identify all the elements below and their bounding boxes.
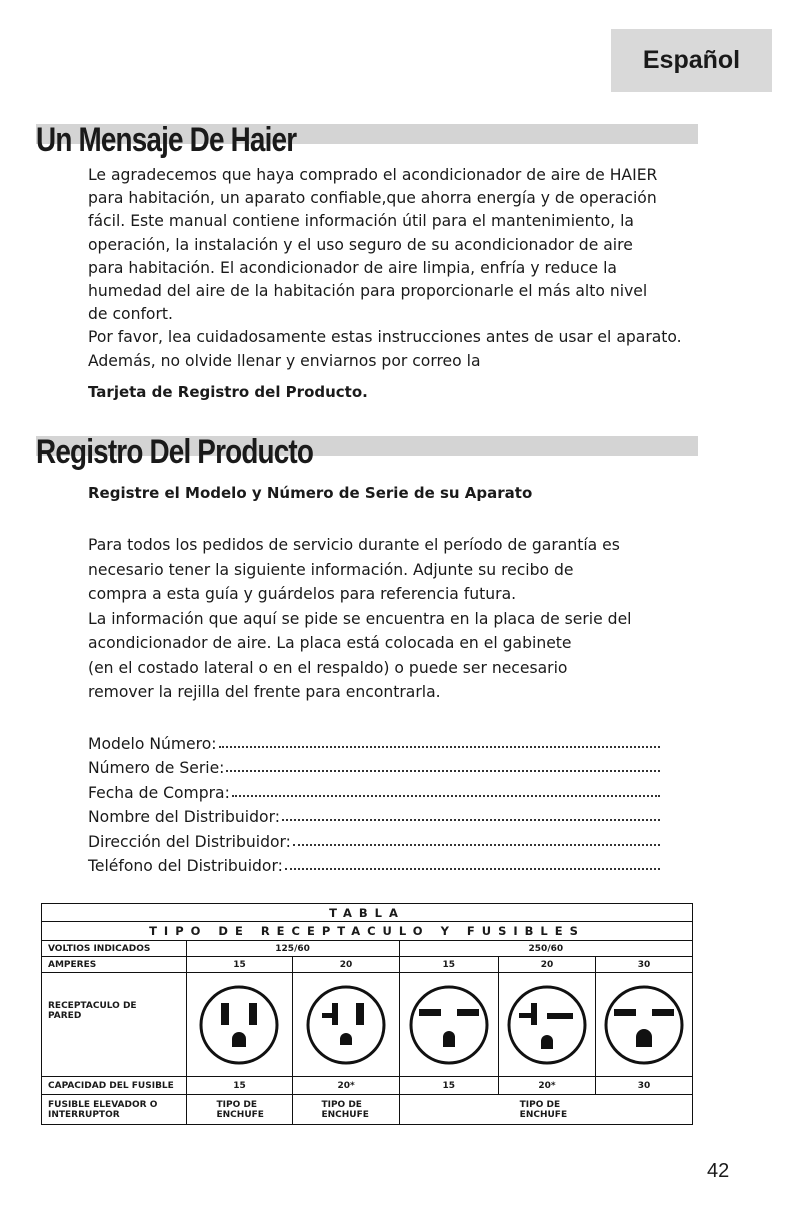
fill-line [232, 795, 660, 797]
outlet-250v-20a-icon [505, 983, 589, 1067]
text-line: Por favor, lea cuidadosamente estas instrucciones antes de usar el aparato. [88, 328, 682, 347]
text-line: necesario tener la siguiente información. Adjunte su recibo de [88, 560, 574, 579]
receptaculo-label: RECEPTACULO DE PARED [48, 1000, 137, 1021]
fuse-capacity-cell: 15 [186, 1077, 293, 1095]
fuse-type-label: TIPO DE ENCHUFE [321, 1099, 369, 1120]
outlet-125v-15a-icon [197, 983, 281, 1067]
text-line: de confort. [88, 305, 173, 324]
fusible-label: FUSIBLE ELEVADOR O INTERRUPTOR [48, 1099, 158, 1120]
field-label: Modelo Número: [88, 734, 217, 753]
text-line: (en el costado lateral o en el respaldo) o puede ser necesario [88, 658, 568, 677]
amp-cell: 30 [595, 957, 692, 973]
serial-number-field[interactable] [88, 753, 660, 778]
fuse-capacity-cell: 20* [293, 1077, 399, 1095]
text-line: para habitación. El acondicionador de aire limpia, enfría y reduce la [88, 258, 617, 277]
fuse-type-cell [293, 1095, 399, 1125]
model-number-field[interactable] [88, 728, 660, 753]
text-line: remover la rejilla del frente para encontrarla. [88, 683, 441, 701]
section1-title: Un Mensaje De Haier [36, 121, 297, 159]
fuse-type-label: TIPO DE ENCHUFE [216, 1099, 264, 1120]
text-line: La información que aquí se pide se encuentra en la placa de serie del [88, 609, 632, 628]
purchase-date-field[interactable] [88, 777, 660, 802]
table-title: TABLA [42, 904, 693, 922]
field-label: Número de Serie: [88, 759, 225, 777]
row-label-capacidad: CAPACIDAD DEL FUSIBLE [42, 1077, 187, 1095]
table-subtitle: TIPO DE RECEPTACULO Y FUSIBLES [42, 922, 693, 941]
outlet-250v-30a-icon [602, 983, 686, 1067]
outlet-cell [595, 973, 692, 1077]
fill-line [219, 746, 660, 748]
text-line: Para todos los pedidos de servicio durante el período de garantía es [88, 536, 620, 554]
amp-cell: 20 [293, 957, 399, 973]
field-label: Teléfono del Distribuidor: [88, 857, 283, 875]
text-line: acondicionador de aire. La placa está colocada en el gabinete [88, 634, 572, 652]
amp-cell: 15 [186, 957, 293, 973]
outlet-cell [293, 973, 399, 1077]
registration-card-note: Tarjeta de Registro del Producto. [88, 383, 368, 401]
row-label-voltios: VOLTIOS INDICADOS [42, 941, 187, 957]
text-line: operación, la instalación y el uso seguro de su acondicionador de aire [88, 235, 633, 254]
text-line: compra a esta guía y guárdelos para referencia futura. [88, 585, 517, 603]
text-line: Además, no olvide llenar y enviarnos por correo la [88, 351, 481, 370]
fuse-capacity-cell: 15 [399, 1077, 498, 1095]
volt-250: 250/60 [399, 941, 692, 957]
registration-fields [88, 728, 660, 875]
text-line: para habitación, un aparato confiable,que ahorra energía y de operación [88, 189, 657, 208]
dealer-name-field[interactable] [88, 802, 660, 827]
fuse-capacity-cell: 30 [595, 1077, 692, 1095]
text-line: fácil. Este manual contiene información útil para el mantenimiento, la [88, 212, 634, 231]
row-label-amperes: AMPERES [42, 957, 187, 973]
field-label: Dirección del Distribuidor: [88, 832, 291, 851]
fill-line [282, 819, 660, 821]
section2-subtitle: Registre el Modelo y Número de Serie de su Aparato [88, 484, 533, 502]
fuse-type-cell [186, 1095, 293, 1125]
outlet-250v-15a-icon [407, 983, 491, 1067]
dealer-address-field[interactable] [88, 826, 660, 851]
fill-line [226, 770, 660, 772]
section2-heading [36, 432, 698, 492]
section1-body [88, 164, 688, 373]
fuse-type-label: TIPO DE ENCHUFE [519, 1099, 568, 1120]
text-line: humedad del aire de la habitación para proporcionarle el más alto nivel [88, 282, 648, 301]
text-line: Le agradecemos que haya comprado el acondicionador de aire de HAIER [88, 166, 658, 184]
receptacle-fuse-table [41, 903, 693, 1125]
fill-line [285, 868, 660, 870]
field-label: Fecha de Compra: [88, 783, 230, 802]
section2-title: Registro Del Producto [36, 433, 314, 471]
fuse-type-cell [399, 1095, 692, 1125]
dealer-phone-field[interactable] [88, 851, 660, 876]
amp-cell: 15 [399, 957, 498, 973]
section2-body [88, 533, 688, 705]
outlet-125v-20a-icon [304, 983, 388, 1067]
fuse-capacity-cell: 20* [498, 1077, 595, 1095]
amp-cell: 20 [498, 957, 595, 973]
page-number: 42 [707, 1160, 730, 1182]
volt-125: 125/60 [186, 941, 399, 957]
outlet-cell [186, 973, 293, 1077]
fill-line [293, 844, 660, 846]
outlet-cell [399, 973, 498, 1077]
outlet-cell [498, 973, 595, 1077]
row-label-fusible [42, 1095, 187, 1125]
language-tab: Español [611, 29, 772, 92]
field-label: Nombre del Distribuidor: [88, 808, 280, 826]
row-label-receptaculo [42, 973, 187, 1077]
